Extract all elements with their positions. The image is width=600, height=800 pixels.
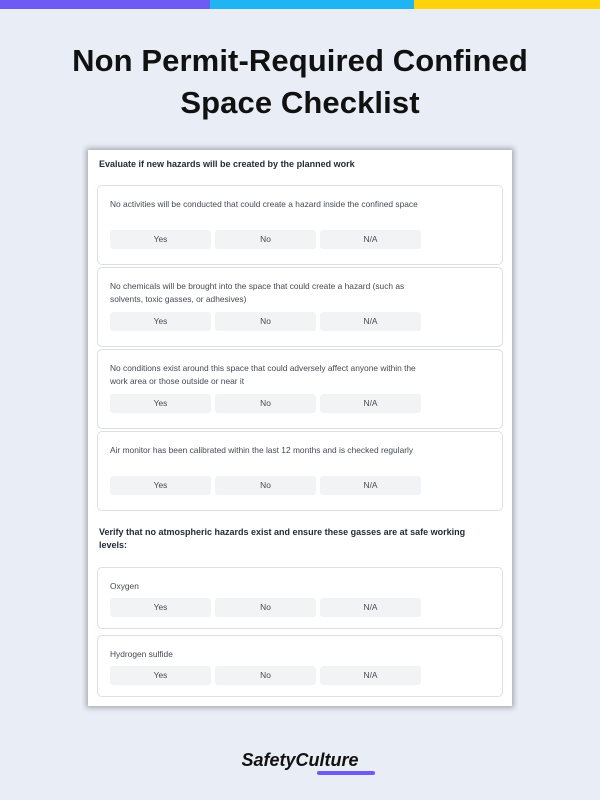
yes-button[interactable]: Yes <box>110 230 211 249</box>
checklist-item <box>97 567 503 629</box>
na-button[interactable]: N/A <box>320 230 421 249</box>
no-button[interactable]: No <box>215 476 316 495</box>
section-heading-atmospheric: Verify that no atmospheric hazards exist and ensure these gasses are at safe working levels: <box>99 527 466 550</box>
top-color-bar <box>0 0 600 9</box>
answer-options <box>110 598 421 617</box>
no-button[interactable]: No <box>215 666 316 685</box>
na-button[interactable]: N/A <box>320 312 421 331</box>
na-button[interactable]: N/A <box>320 666 421 685</box>
answer-options <box>110 312 421 331</box>
answer-options <box>110 476 421 495</box>
checklist-item <box>97 635 503 697</box>
section-heading-hazards: Evaluate if new hazards will be created by the planned work <box>99 159 355 169</box>
question-label: No conditions exist around this space that could adversely affect anyone within the work area or those outside or near it <box>110 363 416 386</box>
brand-logo <box>0 750 600 771</box>
checklist-item <box>97 185 503 265</box>
yes-button[interactable]: Yes <box>110 598 211 617</box>
no-button[interactable]: No <box>215 230 316 249</box>
answer-options <box>110 230 421 249</box>
question-label: Oxygen <box>110 581 139 591</box>
no-button[interactable]: No <box>215 598 316 617</box>
page-title-line-1: Non Permit-Required Confined <box>72 43 528 78</box>
brand-underline <box>317 771 375 775</box>
question-label: Hydrogen sulfide <box>110 649 173 659</box>
brand-name: SafetyCulture <box>241 750 359 770</box>
top-bar-yellow-segment <box>414 0 600 9</box>
no-button[interactable]: No <box>215 312 316 331</box>
question-label: Air monitor has been calibrated within the last 12 months and is checked regularly <box>110 445 414 455</box>
page-title <box>0 40 600 124</box>
checklist-document <box>88 150 512 706</box>
question-label: No chemicals will be brought into the space that could create a hazard (such as solvents, toxic gasses, or adhesives) <box>110 281 405 304</box>
question-label: No activities will be conducted that could create a hazard inside the confined space <box>110 199 418 209</box>
na-button[interactable]: N/A <box>320 476 421 495</box>
checklist-item <box>97 267 503 347</box>
na-button[interactable]: N/A <box>320 394 421 413</box>
checklist-item <box>97 431 503 511</box>
yes-button[interactable]: Yes <box>110 312 211 331</box>
yes-button[interactable]: Yes <box>110 476 211 495</box>
checklist-item <box>97 349 503 429</box>
yes-button[interactable]: Yes <box>110 666 211 685</box>
page-title-line-2: Space Checklist <box>180 85 420 120</box>
answer-options <box>110 394 421 413</box>
na-button[interactable]: N/A <box>320 598 421 617</box>
no-button[interactable]: No <box>215 394 316 413</box>
yes-button[interactable]: Yes <box>110 394 211 413</box>
top-bar-cyan-segment <box>210 0 414 9</box>
answer-options <box>110 666 421 685</box>
top-bar-purple-segment <box>0 0 210 9</box>
